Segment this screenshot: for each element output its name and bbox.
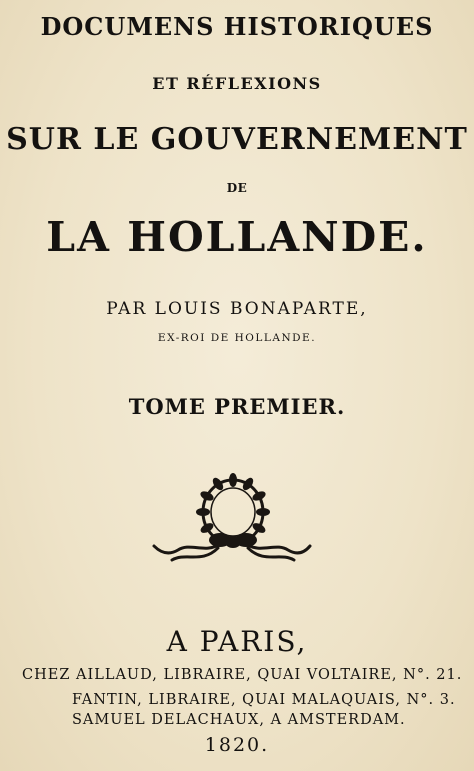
publisher-line-1: CHEZ AILLAUD, LIBRAIRE, QUAI VOLTAIRE, N°. 21. (22, 667, 463, 683)
title-line-3: SUR LE GOUVERNEMENT (6, 122, 468, 157)
publisher-line-3: SAMUEL DELACHAUX, A AMSTERDAM. (72, 712, 406, 728)
title-line-2: ET RÉFLEXIONS (152, 74, 322, 93)
title-line-1: DOCUMENS HISTORIQUES (40, 12, 434, 41)
author-line: PAR LOUIS BONAPARTE, (106, 299, 368, 319)
volume-label: TOME PREMIER. (128, 394, 346, 419)
author-title: EX-ROI DE HOLLANDE. (157, 332, 317, 344)
publication-year: 1820. (204, 734, 270, 756)
publication-place: A PARIS, (166, 625, 308, 658)
title-main: LA HOLLANDE. (46, 213, 428, 261)
title-line-4: DE (226, 181, 248, 195)
publisher-line-2: FANTIN, LIBRAIRE, QUAI MALAQUAIS, N°. 3. (72, 692, 456, 708)
laurel-wreath-with-ribbon-icon (150, 472, 312, 580)
